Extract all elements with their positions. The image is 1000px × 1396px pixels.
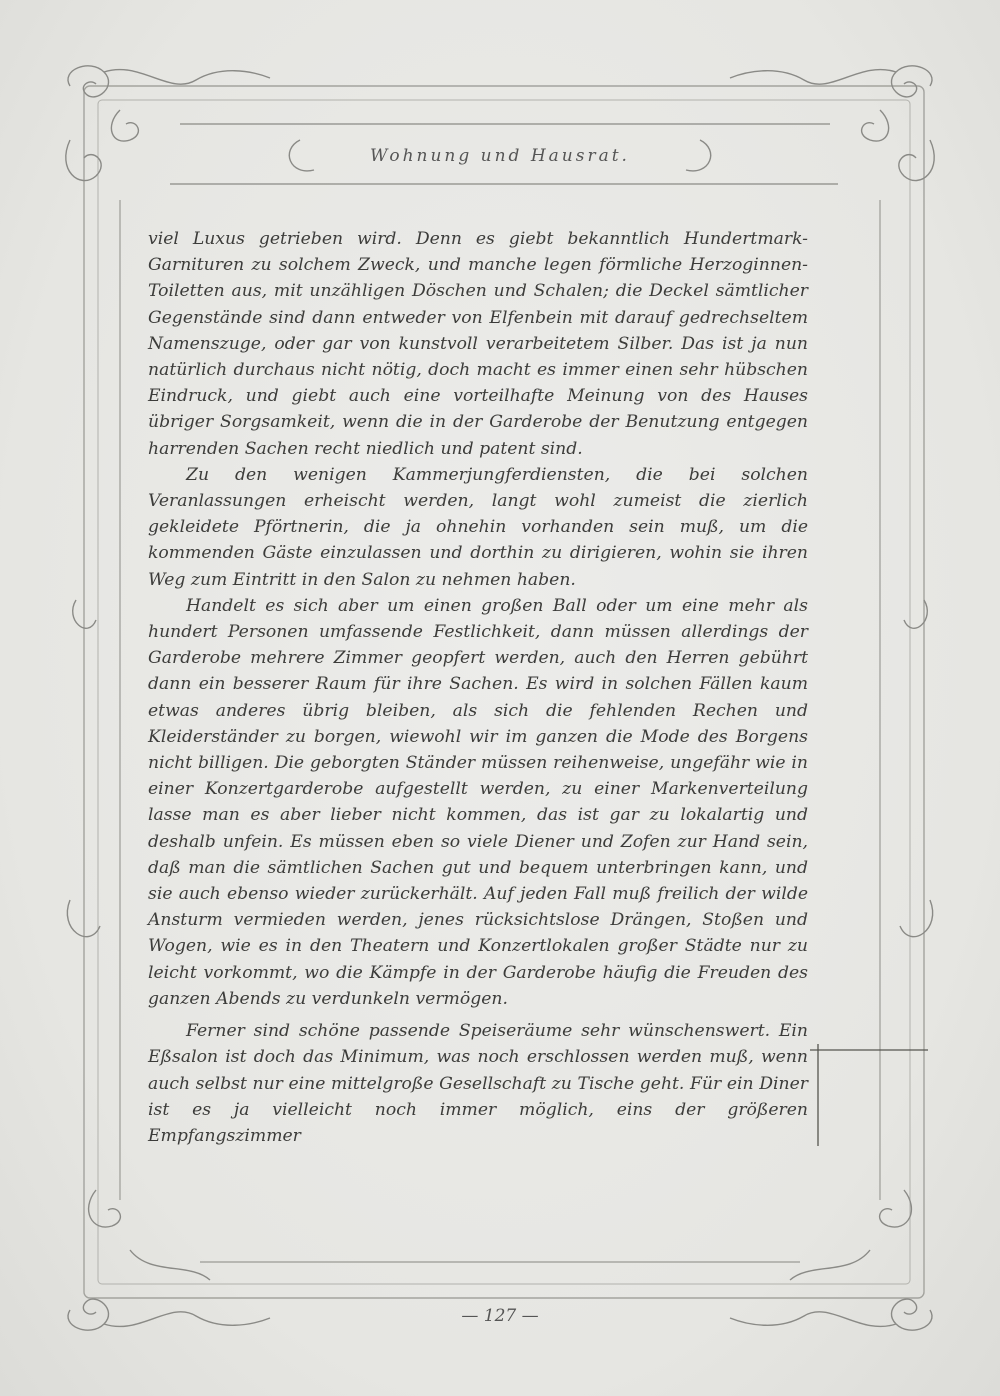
paragraph: viel Luxus getrieben wird. Denn es giebt bekanntlich Hundertmark-Garnituren zu solchem Zweck, und manche legen förmliche Herzoginnen-Toiletten aus, mit unzähligen Döschen und Schalen; die Deckel sämtlicher Gegenstände sind dann entweder von Elfenbein mit darauf gedrechseltem Namenszuge, oder gar von kunstvoll verarbeitetem Silber. Das ist ja nun natürlich durchaus nicht nötig, doch macht es immer einen sehr hübschen Eindruck, und giebt auch eine vorteilhafte Meinung von des Hauses übriger Sorgsamkeit, wenn die in der Garderobe der Benutzung entgegen harrenden Sachen recht niedlich und patent sind. bbox=[148, 229, 808, 459]
running-head: Wohnung und Hausrat. bbox=[370, 146, 630, 166]
paragraph: Ferner sind schöne passende Speiseräume sehr wünschenswert. Ein Eßsalon ist doch das Minimum, was noch erschlossen werden muß, wenn auch selbst nur eine mittelgroße Gesellschaft zu Tische geht. Für ein Diner ist es ja vielleicht noch immer möglich, eins der größeren Empfangszimmer bbox=[148, 1021, 808, 1146]
margin-pencil-mark bbox=[808, 1030, 938, 1160]
paragraph: Handelt es sich aber um einen großen Ball oder um eine mehr als hundert Personen umfassende Festlichkeit, dann müssen allerdings der Garderobe mehrere Zimmer geopfert werden, auch den Herren gebührt dann ein besserer Raum für ihre Sachen. Es wird in solchen Fällen kaum etwas anderes übrig bleiben, als sich die fehlenden Rechen und Kleiderständer zu borgen, wiewohl wir im ganzen die Mode des Borgens nicht billigen. Die geborgten Ständer müssen reihenweise, ungefähr wie in einer Konzertgarderobe aufgestellt werden, zu einer Markenverteilung lasse man es aber lieber nicht kommen, das ist gar zu lokalartig und deshalb unfein. Es müssen eben so viele Diener und Zofen zur Hand sein, daß man die sämtlichen Sachen gut und bequem unterbringen kann, und sie auch ebenso wieder zurückerhält. Auf jeden Fall muß freilich der wilde Ansturm vermieden werden, jenes rücksichtslose Drängen, Stoßen und Wogen, wie es in den Theatern und Konzertlokalen großer Städte nur zu leicht vorkommt, wo die Kämpfe in der Garderobe häufig die Freuden des ganzen Abends zu verdunkeln vermögen. bbox=[148, 595, 808, 1009]
body-text bbox=[148, 226, 808, 1149]
page-number: — 127 — bbox=[461, 1306, 539, 1326]
paragraph: Zu den wenigen Kammerjungferdiensten, die bei solchen Veranlassungen erheischt werden, langt wohl zumeist die zierlich gekleidete Pförtnerin, die ja ohnehin vorhanden sein muß, um die kommenden Gäste einzulassen und dorthin zu dirigieren, wohin sie ihren Weg zum Eintritt in den Salon zu nehmen haben. bbox=[148, 464, 808, 590]
